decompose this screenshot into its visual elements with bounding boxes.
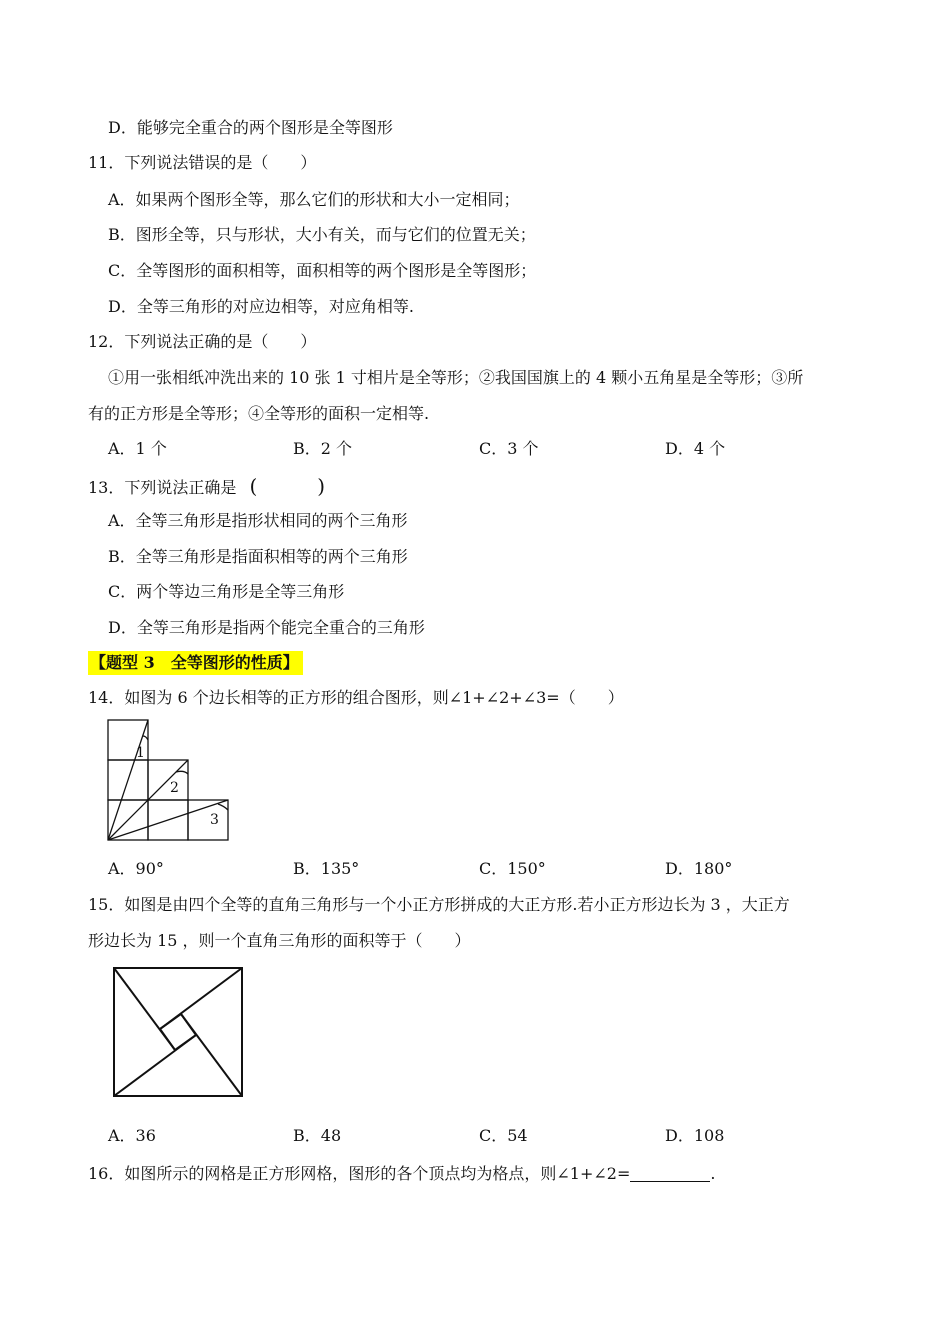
- q15-stem-line-1: 15．如图是由四个全等的直角三角形与一个小正方形拼成的大正方形.若小正方形边长为 3 ，大正方: [88, 895, 790, 914]
- q14-option-c: C．150°: [479, 859, 546, 878]
- q16-end: .: [710, 1164, 716, 1183]
- q15-option-d: D．108: [665, 1126, 725, 1145]
- q13-option-c: C．两个等边三角形是全等三角形: [108, 582, 345, 601]
- q15-outer-square: [114, 968, 242, 1096]
- q14-arc-2: [176, 771, 188, 774]
- q16-stem-text: 16．如图所示的网格是正方形网格，图形的各个顶点均为格点，则∠1+∠2=: [88, 1164, 631, 1183]
- q13-stem-text: 13．下列说法正确是: [88, 478, 237, 497]
- q12-stem: 12．下列说法正确的是（ ）: [88, 332, 317, 351]
- q11-option-a: A．如果两个图形全等，那么它们的形状和大小一定相同；: [108, 190, 520, 209]
- q14-angle-label-1: 1: [136, 745, 145, 761]
- q12-line-1: ①用一张相纸冲洗出来的 10 张 1 寸相片是全等形；②我国国旗上的 4 颗小五角星是全等形；③所: [108, 368, 804, 387]
- q14-option-a: A．90°: [108, 859, 164, 878]
- q15-inner-square: [160, 1014, 196, 1050]
- q14-figure: [100, 714, 240, 844]
- q14-angle-label-3: 3: [210, 812, 219, 828]
- q11-option-b: B．图形全等，只与形状，大小有关，而与它们的位置无关；: [108, 225, 536, 244]
- q12-option-a: A．1 个: [108, 439, 167, 458]
- q14-option-b: B．135°: [293, 859, 360, 878]
- section-header: 【题型 3 全等图形的性质】: [88, 651, 303, 675]
- q13-option-d: D．全等三角形是指两个能完全重合的三角形: [108, 618, 425, 637]
- q10-option-d: D．能够完全重合的两个图形是全等图形: [108, 118, 393, 137]
- q13-option-a: A．全等三角形是指形状相同的两个三角形: [108, 511, 408, 530]
- q16-answer-blank[interactable]: [630, 1165, 710, 1182]
- q11-option-c: C．全等图形的面积相等，面积相等的两个图形是全等图形；: [108, 261, 537, 280]
- q14-option-d: D．180°: [665, 859, 733, 878]
- q15-stem-line-2: 形边长为 15 ，则一个直角三角形的面积等于（ ）: [88, 931, 471, 950]
- q14-arc-3: [218, 804, 228, 810]
- q14-arc-1: [143, 736, 148, 740]
- q12-option-b: B．2 个: [293, 439, 353, 458]
- q13-stem: [88, 475, 325, 499]
- q16-stem: [88, 1163, 715, 1185]
- q13-paren: ( ): [249, 474, 326, 498]
- q12-option-d: D．4 个: [665, 439, 726, 458]
- q13-option-b: B．全等三角形是指面积相等的两个三角形: [108, 547, 408, 566]
- q15-option-a: A．36: [108, 1126, 156, 1145]
- q15-option-b: B．48: [293, 1126, 342, 1145]
- q11-stem: 11．下列说法错误的是（ ）: [88, 153, 317, 172]
- q14-stem: 14．如图为 6 个边长相等的正方形的组合图形，则∠1+∠2+∠3=（ ）: [88, 688, 624, 707]
- q15-figure: [108, 962, 248, 1102]
- q11-option-d: D．全等三角形的对应边相等，对应角相等.: [108, 297, 414, 316]
- q14-angle-label-2: 2: [170, 780, 179, 796]
- q12-option-c: C．3 个: [479, 439, 539, 458]
- q15-option-c: C．54: [479, 1126, 528, 1145]
- q14-diagonal-1: [108, 720, 148, 840]
- q12-line-2: 有的正方形是全等形；④全等形的面积一定相等.: [88, 404, 430, 423]
